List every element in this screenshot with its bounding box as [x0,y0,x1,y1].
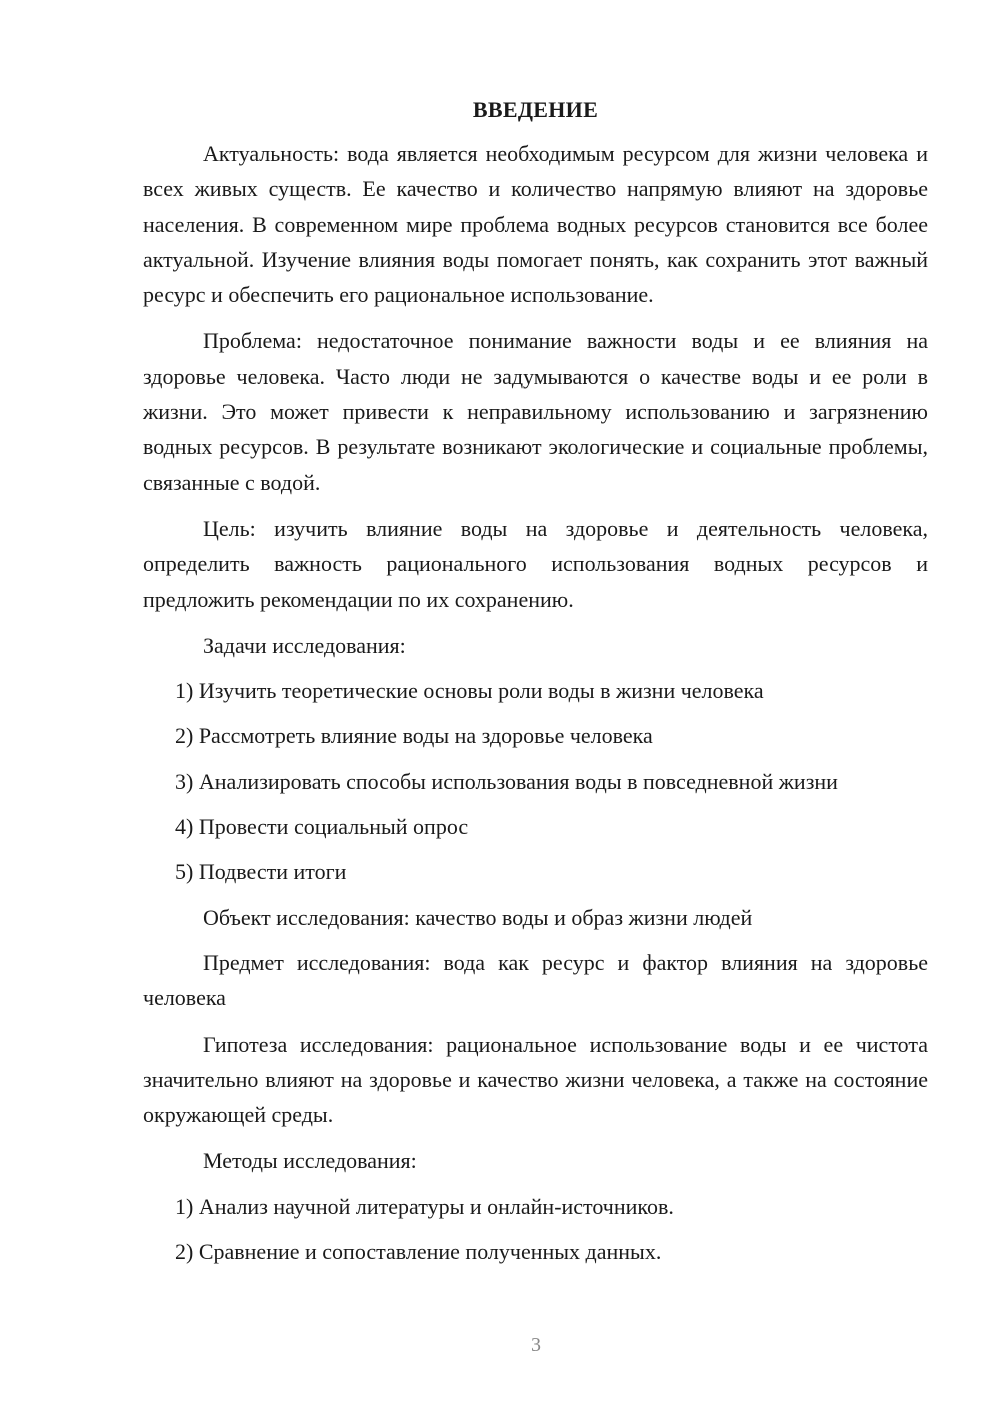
hypothesis-paragraph: Гипотеза исследования: рациональное использование воды и ее чистота значительно влияют на здоровье и качество жизни человека, а также на состояние окружающей среды. [143,1031,928,1128]
task-item: 2) Рассмотреть влияние воды на здоровье человека [175,723,653,749]
relevance-paragraph: Актуальность: вода является необходимым ресурсом для жизни человека и всех живых существ. Ее качество и количество напрямую влияют на здоровье населения. В современном мире проблема водных ресурсов становится все более актуальной. Изучение влияния воды помогает понять, как сохранить этот важный ресурс и обеспечить его рациональное использование. [143,141,928,308]
task-item: 4) Провести социальный опрос [175,814,469,840]
subject-paragraph: Предмет исследования: вода как ресурс и фактор влияния на здоровье человека [143,949,928,1011]
document-page [143,94,928,1279]
page-number: 3 [531,1334,541,1356]
method-item: 1) Анализ научной литературы и онлайн-источников. [175,1193,674,1219]
method-item: 2) Сравнение и сопоставление полученных данных. [175,1239,662,1265]
task-item: 1) Изучить теоретические основы роли воды в жизни человека [175,678,764,704]
methods-label: Методы исследования: [203,1148,417,1174]
object-paragraph: Объект исследования: качество воды и образ жизни людей [203,904,753,930]
tasks-label: Задачи исследования: [203,632,406,658]
page-title: ВВЕДЕНИЕ [472,97,599,122]
task-item: 3) Анализировать способы использования воды в повседневной жизни [175,768,838,794]
problem-paragraph: Проблема: недостаточное понимание важности воды и ее влияния на здоровье человека. Часто люди не задумываются о качестве воды и ее роли в жизни. Это может привести к неправильному использованию и загрязнению водных ресурсов. В результате возникают экологические и социальные проблемы, связанные с водой. [143,328,928,495]
task-item: 5) Подвести итоги [175,859,347,885]
goal-paragraph: Цель: изучить влияние воды на здоровье и деятельность человека, определить важность рационального использования водных ресурсов и предложить рекомендации по их сохранению. [143,515,928,612]
